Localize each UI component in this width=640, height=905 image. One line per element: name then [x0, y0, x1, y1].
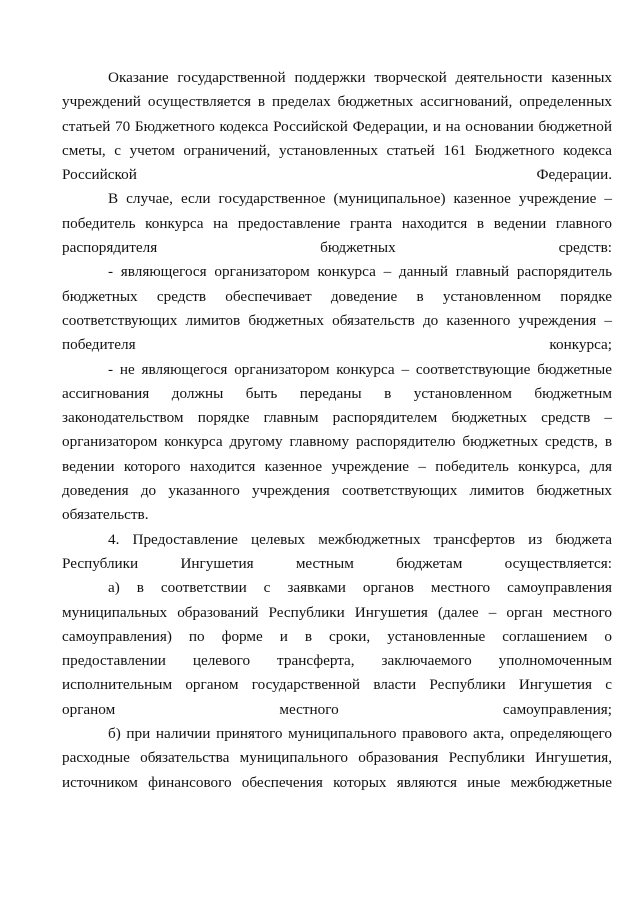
paragraph-non-organizer-case: - не являющегося организатором конкурса – соответствующие бюджетные ассигнования должны быть переданы в установленном бюджетным законодательством порядке главным распорядителем бюджетных средств – организатором конкурса другому главному распорядителю бюджетных средств, в ведении которого находится казенное учреждение – победитель конкурса, для доведения до указанного учреждения соответствующих лимитов бюджетных обязательств. [62, 360, 612, 524]
paragraph-item-b-legal-act: б) при наличии принятого муниципального правового акта, определяющего расходные обязательства муниципального образования Республики Ингушетия, источником финансового обеспечения которых являются иные межбюджетные [62, 725, 612, 791]
document-page [62, 66, 612, 795]
paragraph-item-a-applications: а) в соответствии с заявками органов местного самоуправления муниципальных образований Республики Ингушетия (далее – орган местного самоуправления) по форме и в сроки, установленные соглашением о предоставлении целевого трансферта, заключаемого уполномоченным исполнительным органом государственной власти Республики Ингушетия с органом местного самоуправления; [62, 579, 612, 718]
paragraph-item-4-transfers: 4. Предоставление целевых межбюджетных трансфертов из бюджета Республики Ингушетия местным бюджетам осуществляется: [62, 530, 612, 572]
paragraph-state-support: Оказание государственной поддержки творческой деятельности казенных учреждений осуществляется в пределах бюджетных ассигнований, определенных статьей 70 Бюджетного кодекса Российской Федерации, и на основании бюджетной сметы, с учетом ограничений, установленных статьей 161 Бюджетного кодекса Российской Федерации. [62, 69, 612, 184]
paragraph-case-grant-winner: В случае, если государственное (муниципальное) казенное учреждение – победитель конкурса на предоставление гранта находится в ведении главного распорядителя бюджетных средств: [62, 190, 612, 257]
paragraph-organizer-case: - являющегося организатором конкурса – данный главный распорядитель бюджетных средств обеспечивает доведение в установленном порядке соответствующих лимитов бюджетных обязательств до казенного учреждения – победителя конкурса; [62, 263, 612, 354]
